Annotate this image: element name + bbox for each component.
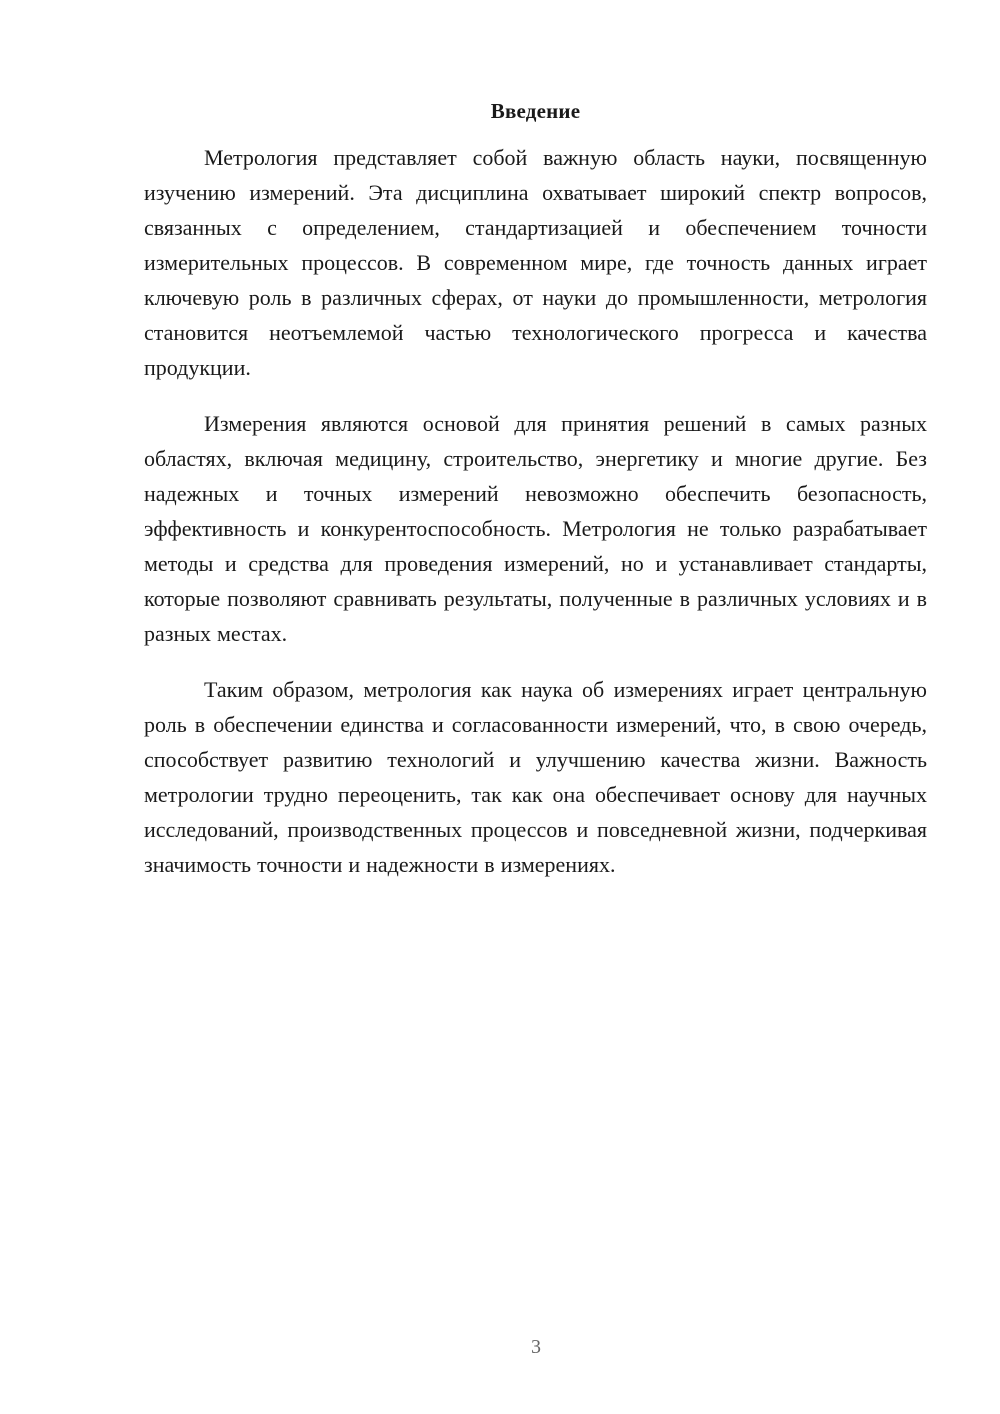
paragraph-2: Измерения являются основой для принятия решений в самых разных областях, включая медицину, строительство, энергетику и многие другие. Без надежных и точных измерений невозможно обеспечить безопасность, эффективность и конкурентоспособность. Метрология не только разрабатывает методы и средства для проведения измерений, но и устанавливает стандарты, которые позволяют сравнивать результаты, полученные в различных условиях и в разных местах. bbox=[144, 411, 927, 646]
paragraph-1: Метрология представляет собой важную область науки, посвященную изучению измерений. Эта дисциплина охватывает широкий спектр вопросов, связанных с определением, стандартизацией и обеспечением точности измерительных процессов. В современном мире, где точность данных играет ключевую роль в различных сферах, от науки до промышленности, метрология становится неотъемлемой частью технологического прогресса и качества продукции. bbox=[144, 145, 927, 380]
paragraph-3: Таким образом, метрология как наука об измерениях играет центральную роль в обеспечении единства и согласованности измерений, что, в свою очередь, способствует развитию технологий и улучшению качества жизни. Важность метрологии трудно переоценить, так как она обеспечивает основу для научных исследований, производственных процессов и повседневной жизни, подчеркивая значимость точности и надежности в измерениях. bbox=[144, 677, 927, 877]
section-title: Введение bbox=[490, 99, 581, 123]
page-number: 3 bbox=[531, 1336, 541, 1358]
page-content bbox=[144, 96, 927, 903]
